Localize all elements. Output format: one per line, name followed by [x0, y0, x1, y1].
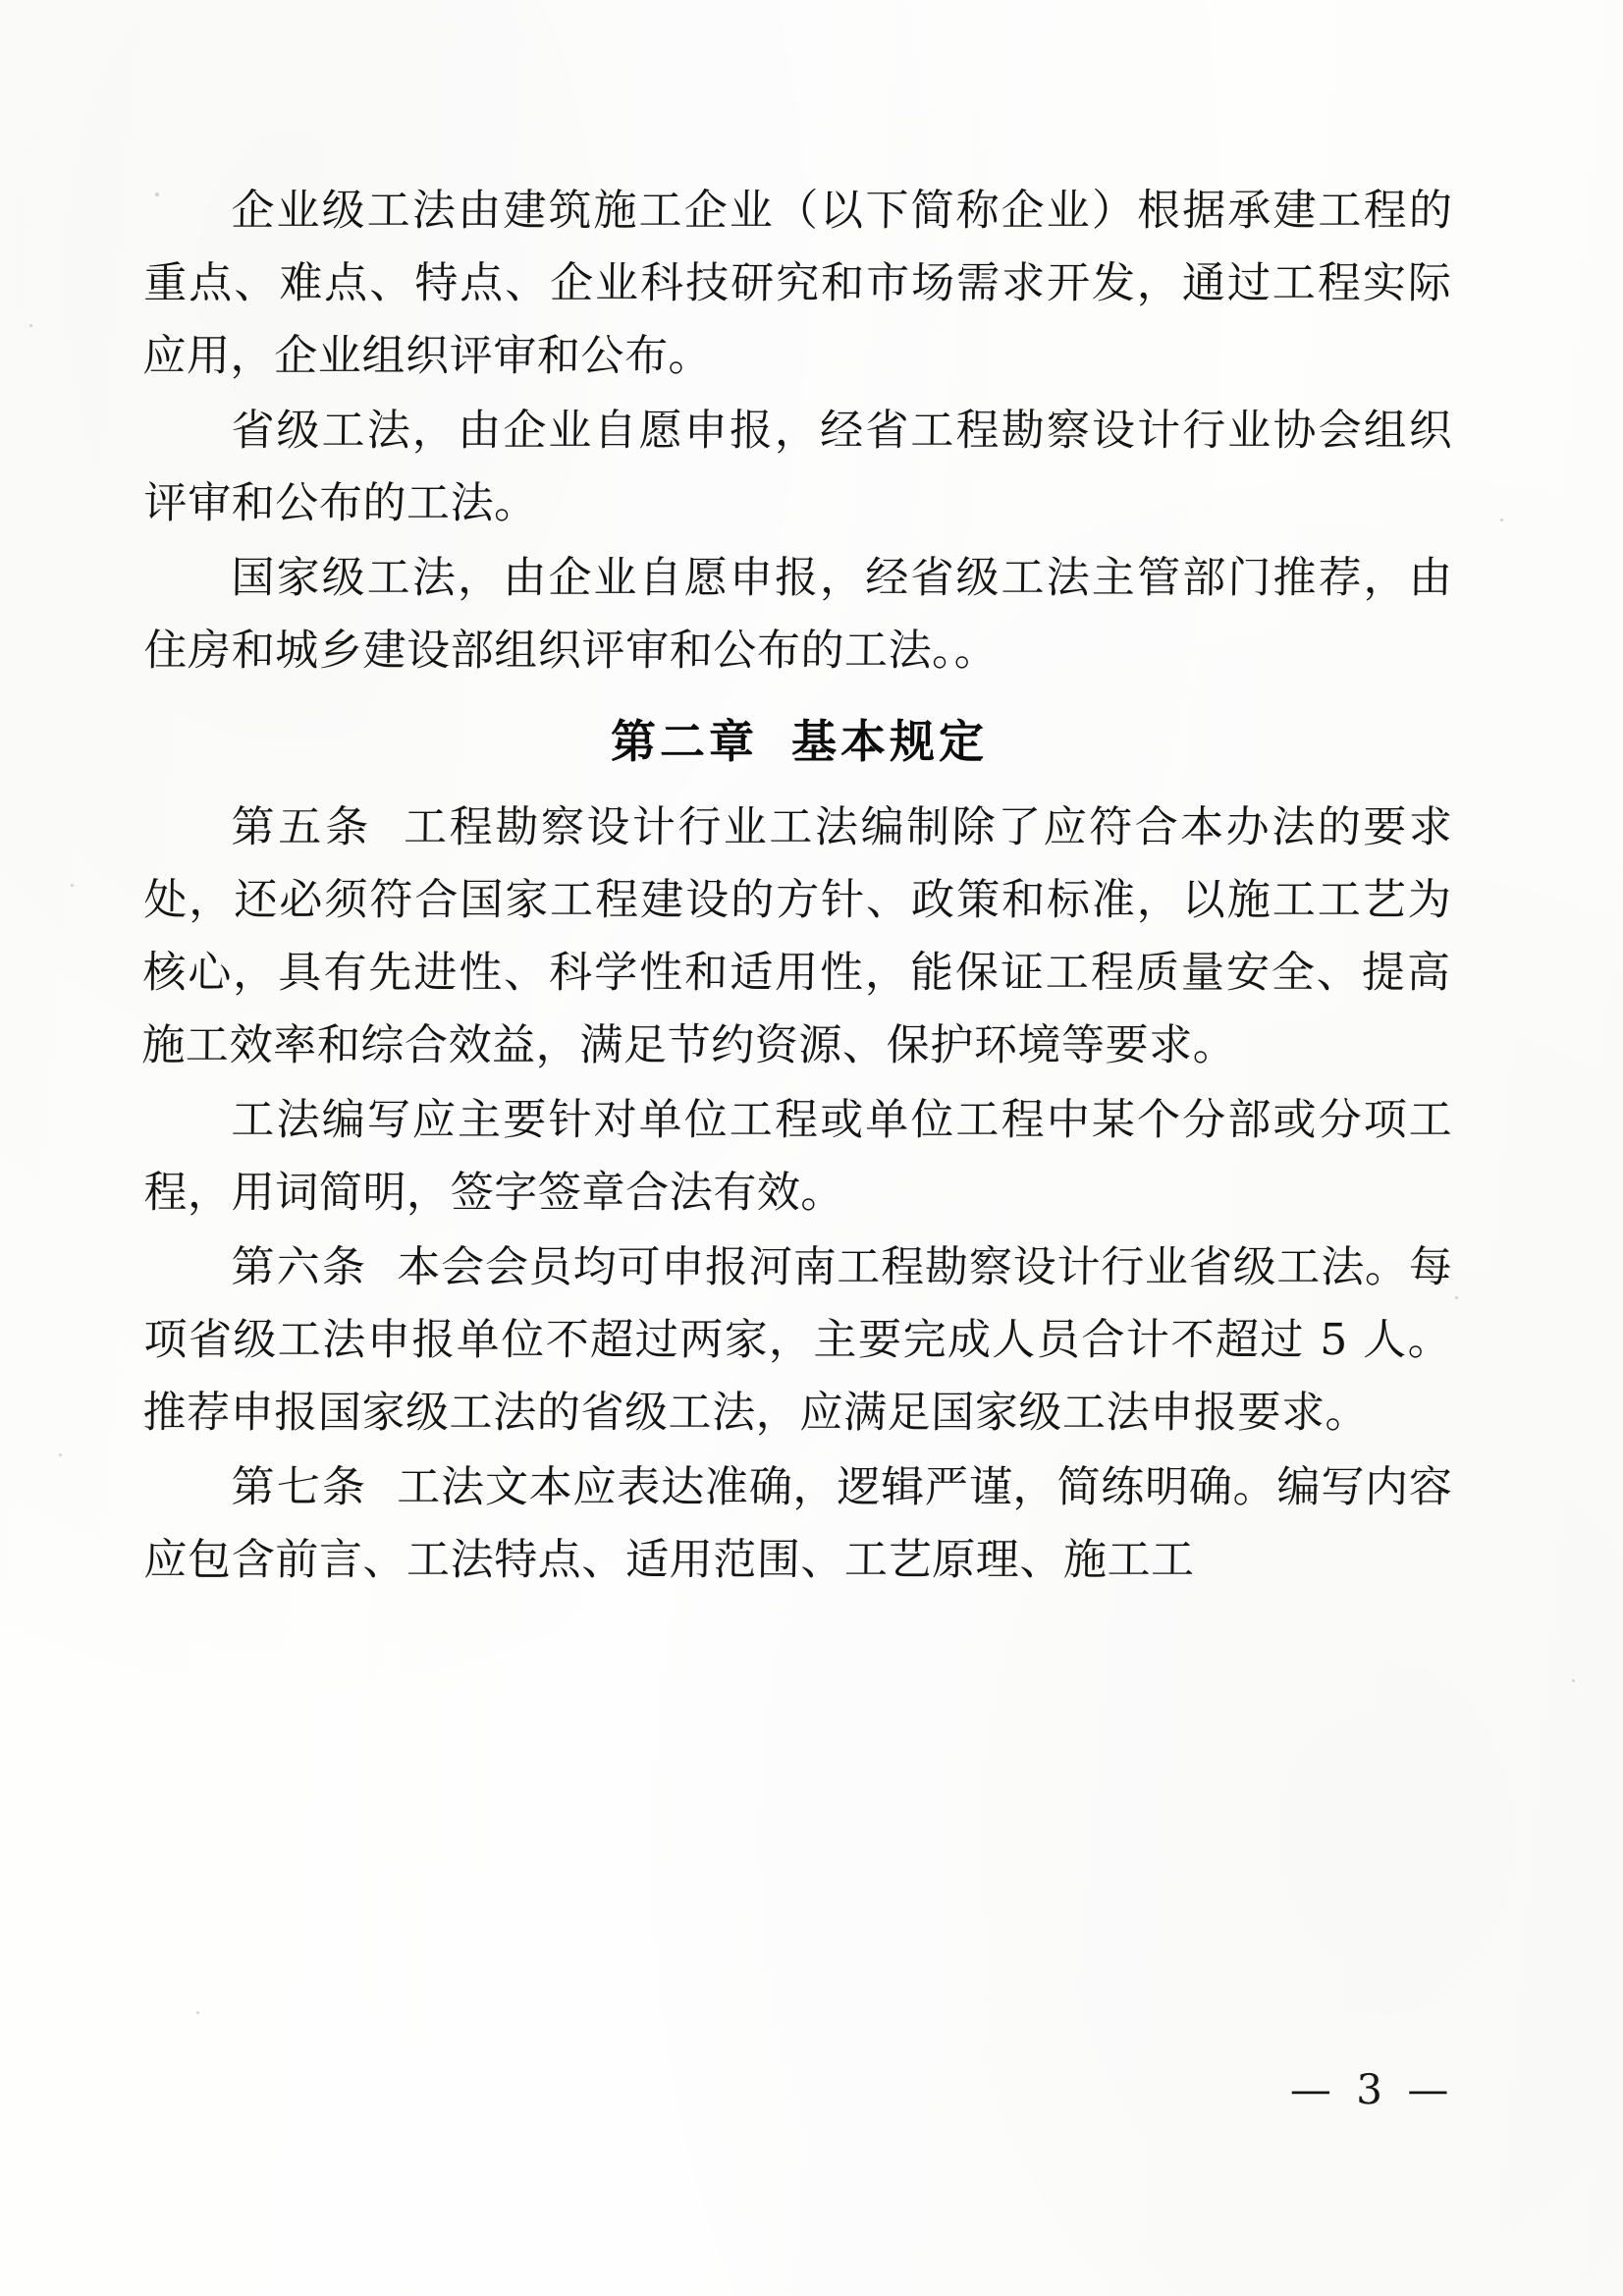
scan-speck — [59, 1453, 62, 1456]
paragraph-provincial-level: 省级工法，由企业自愿申报，经省工程勘察设计行业协会组织评审和公布的工法。 — [143, 406, 1453, 528]
page-number: — 3 — — [1289, 2065, 1455, 2113]
scan-speck — [1500, 519, 1503, 521]
chapter-title: 基本规定 — [791, 715, 988, 768]
scan-speck — [1455, 1296, 1458, 1299]
article-6 — [142, 1231, 1453, 1449]
article-5-label: 第五条 — [231, 802, 373, 852]
article-5 — [141, 792, 1453, 1082]
article-5-text: 工程勘察设计行业工法编制除了应符合本办法的要求处，还必须符合国家工程建设的方针、政策和标准，以施工工艺为核心，具有先进性、科学性和适用性，能保证工程质量安全、提高施工效率和综合效益，满足节约资源、保护环境等要求。 — [141, 802, 1453, 1070]
article-7-label: 第七条 — [231, 1462, 368, 1512]
scan-speck — [1572, 1679, 1575, 1682]
scan-speck — [71, 884, 74, 887]
article-5-sub — [143, 1084, 1453, 1230]
chapter-number: 第二章 — [611, 715, 758, 768]
article-7-text: 工法文本应表达准确，逻辑严谨，简练明确。编写内容应包含前言、工法特点、适用范围、工艺原理、施工工 — [143, 1462, 1453, 1585]
paragraph-national-level: 国家级工法，由企业自愿申报，经省级工法主管部门推荐，由住房和城乡建设部组织评审和公布的工法。。 — [143, 553, 1453, 676]
scan-speck — [29, 324, 32, 327]
chapter-heading — [145, 701, 1453, 782]
article-5-sub-text: 工法编写应主要针对单位工程或单位工程中某个分部或分项工程，用词简明，签字签章合法有效。 — [143, 1095, 1453, 1218]
document-body — [141, 175, 1453, 1599]
article-6-label: 第六条 — [231, 1242, 368, 1292]
paragraph-enterprise-level: 企业级工法由建筑施工企业（以下简称企业）根据承建工程的重点、难点、特点、企业科技研究和市场需求开发，通过工程实际应用，企业组织评审和公布。 — [142, 186, 1453, 381]
article-6-text: 本会会员均可申报河南工程勘察设计行业省级工法。每项省级工法申报单位不超过两家，主要完成人员合计不超过 5 人。推荐申报国家级工法的省级工法，应满足国家级工法申报要求。 — [142, 1242, 1453, 1438]
article-7 — [143, 1451, 1453, 1597]
scan-speck — [196, 2011, 199, 2014]
